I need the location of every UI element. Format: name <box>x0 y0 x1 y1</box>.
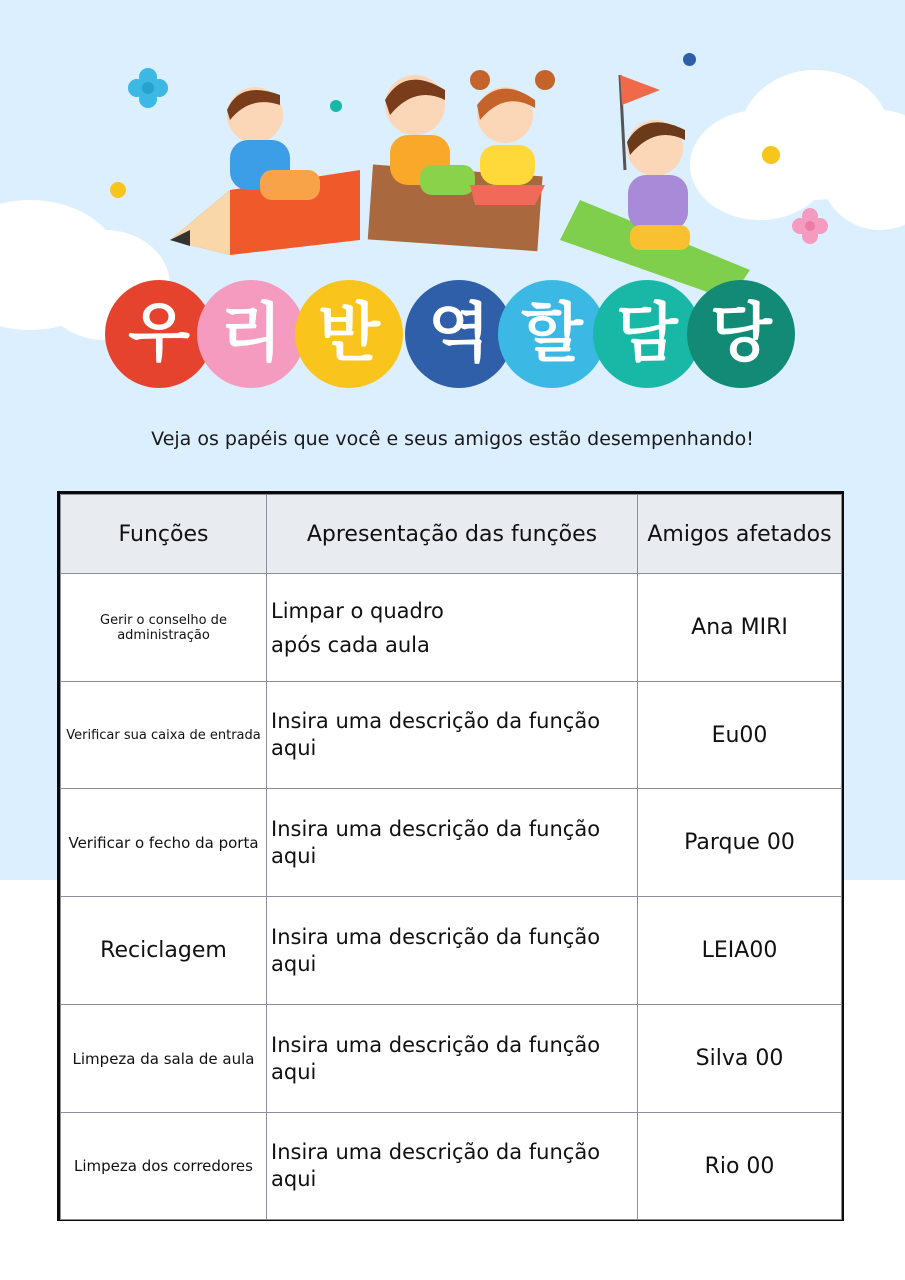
description-line: após cada aula <box>271 632 430 657</box>
description-cell <box>267 574 638 682</box>
header-friends: Amigos afetados <box>638 495 842 574</box>
description-cell <box>267 682 638 789</box>
description-cell <box>267 897 638 1005</box>
friend-cell: LEIA00 <box>638 897 842 1005</box>
description-cell <box>267 789 638 897</box>
subtitle: Veja os papéis que você e seus amigos estão desempenhando! <box>151 428 754 450</box>
title-char: 우 <box>105 280 213 388</box>
confetti-dot <box>110 182 126 198</box>
title-char: 당 <box>687 280 795 388</box>
table-row <box>61 789 842 897</box>
kids-on-pencils-illustration <box>150 60 770 300</box>
description-line: Insira uma descrição da função <box>271 709 601 733</box>
description-line: aqui <box>271 1059 317 1084</box>
table-row <box>61 1113 842 1220</box>
description-line: aqui <box>271 1167 317 1191</box>
description-line: Insira uma descrição da função <box>271 924 601 949</box>
table-row <box>61 1005 842 1113</box>
flower-icon <box>790 206 830 246</box>
role-cell: Verificar sua caixa de entrada <box>61 682 267 789</box>
title-banner <box>105 280 805 392</box>
title-char: 리 <box>197 280 305 388</box>
description-line: Limpar o quadro <box>271 598 444 623</box>
title-char: 반 <box>295 280 403 388</box>
role-cell: Limpeza dos corredores <box>61 1113 267 1220</box>
table-row <box>61 574 842 682</box>
description-line: aqui <box>271 843 317 868</box>
role-cell: Verificar o fecho da porta <box>61 789 267 897</box>
table-row <box>61 897 842 1005</box>
header-description: Apresentação das funções <box>267 495 638 574</box>
description-line: Insira uma descrição da função <box>271 1140 601 1164</box>
description-line: aqui <box>271 736 317 760</box>
friend-cell: Eu00 <box>638 682 842 789</box>
table-row <box>61 682 842 789</box>
friend-cell: Silva 00 <box>638 1005 842 1113</box>
description-line: aqui <box>271 951 317 976</box>
role-cell: Reciclagem <box>61 897 267 1005</box>
title-char: 역 <box>405 280 513 388</box>
friend-cell: Ana MIRI <box>638 574 842 682</box>
role-cell: Limpeza da sala de aula <box>61 1005 267 1113</box>
friend-cell: Parque 00 <box>638 789 842 897</box>
roles-table <box>57 491 844 1221</box>
title-char: 담 <box>593 280 701 388</box>
description-cell <box>267 1005 638 1113</box>
description-cell <box>267 1113 638 1220</box>
friend-cell: Rio 00 <box>638 1113 842 1220</box>
header-functions: Funções <box>61 495 267 574</box>
table-header-row <box>61 495 842 574</box>
title-char: 할 <box>498 280 606 388</box>
description-line: Insira uma descrição da função <box>271 1032 601 1057</box>
role-cell: Gerir o conselho de administração <box>61 574 267 682</box>
description-line: Insira uma descrição da função <box>271 816 601 841</box>
